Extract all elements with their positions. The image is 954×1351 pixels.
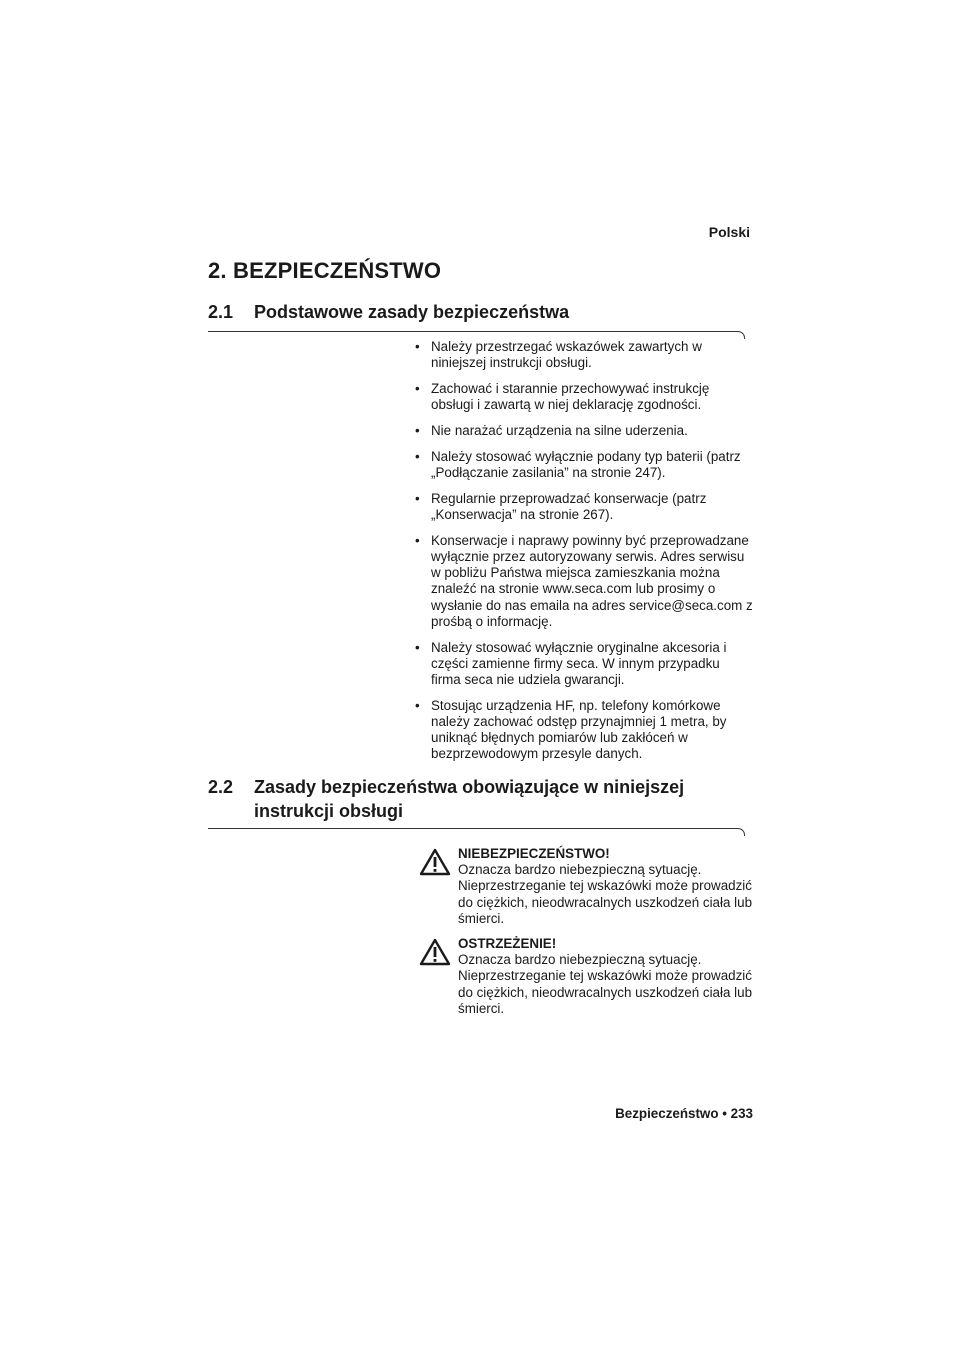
warning-triangle-icon	[419, 938, 451, 966]
danger-notice	[419, 846, 753, 927]
warning-triangle-icon	[419, 848, 451, 876]
caution-notice	[419, 936, 753, 1017]
section-title: Zasady bezpieczeństwa obowiązujące w niniejszej instrukcji obsługi	[254, 777, 685, 821]
list-item: • Nie narażać urządzenia na silne uderzenia.	[413, 423, 753, 439]
list-item: • Zachować i starannie przechowywać instrukcję obsługi i zawartą w niej deklarację zgodności.	[413, 381, 753, 413]
warning-heading: NIEBEZPIECZEŃSTWO!	[458, 846, 610, 861]
warning-heading: OSTRZEŻENIE!	[458, 936, 557, 951]
safety-rules-list	[413, 339, 753, 772]
section-divider	[208, 331, 745, 339]
page-footer: Bezpieczeństwo • 233	[615, 1106, 753, 1121]
list-item: • Regularnie przeprowadzać konserwacje (patrz „Konserwacja” na stronie 267).	[413, 491, 753, 523]
section-heading-2-2	[208, 775, 753, 823]
chapter-title: 2. BEZPIECZEŃSTWO	[208, 258, 442, 283]
section-number: 2.2	[208, 777, 234, 797]
list-item: • Należy przestrzegać wskazówek zawartych w niniejszej instrukcji obsługi.	[413, 339, 753, 371]
list-item: • Należy stosować wyłącznie oryginalne akcesoria i części zamienne firmy seca. W innym przypadku firma seca nie udziela gwarancji.	[413, 640, 753, 689]
section-divider	[208, 828, 745, 836]
warning-text: Oznacza bardzo niebezpieczną sytuację. Nieprzestrzeganie tej wskazówki może prowadzić do ciężkich, nieodwracalnych uszkodzeń ciała lub śmierci.	[458, 862, 753, 926]
warning-text: Oznacza bardzo niebezpieczną sytuację. Nieprzestrzeganie tej wskazówki może prowadzić do ciężkich, nieodwracalnych uszkodzeń ciała lub śmierci.	[458, 952, 753, 1016]
section-heading-2-1	[208, 300, 753, 324]
list-item: • Konserwacje i naprawy powinny być przeprowadzane wyłącznie przez autoryzowany serwis. Adres serwisu w pobliżu Państwa miejsca zamieszkania można znaleźć na stronie www.seca.com lub prosimy o wysłanie do nas emaila na adres service@seca.com z prośbą o informację.	[413, 533, 753, 630]
section-title: Podstawowe zasady bezpieczeństwa	[254, 302, 570, 322]
list-item: • Należy stosować wyłącznie podany typ baterii (patrz „Podłączanie zasilania” na stronie 247).	[413, 449, 753, 481]
section-number: 2.1	[208, 302, 234, 322]
language-label: Polski	[708, 224, 750, 240]
list-item: • Stosując urządzenia HF, np. telefony komórkowe należy zachować odstęp przynajmniej 1 metra, by uniknąć błędnych pomiarów lub zakłóceń w bezprzewodowym przesyle danych.	[413, 698, 753, 763]
